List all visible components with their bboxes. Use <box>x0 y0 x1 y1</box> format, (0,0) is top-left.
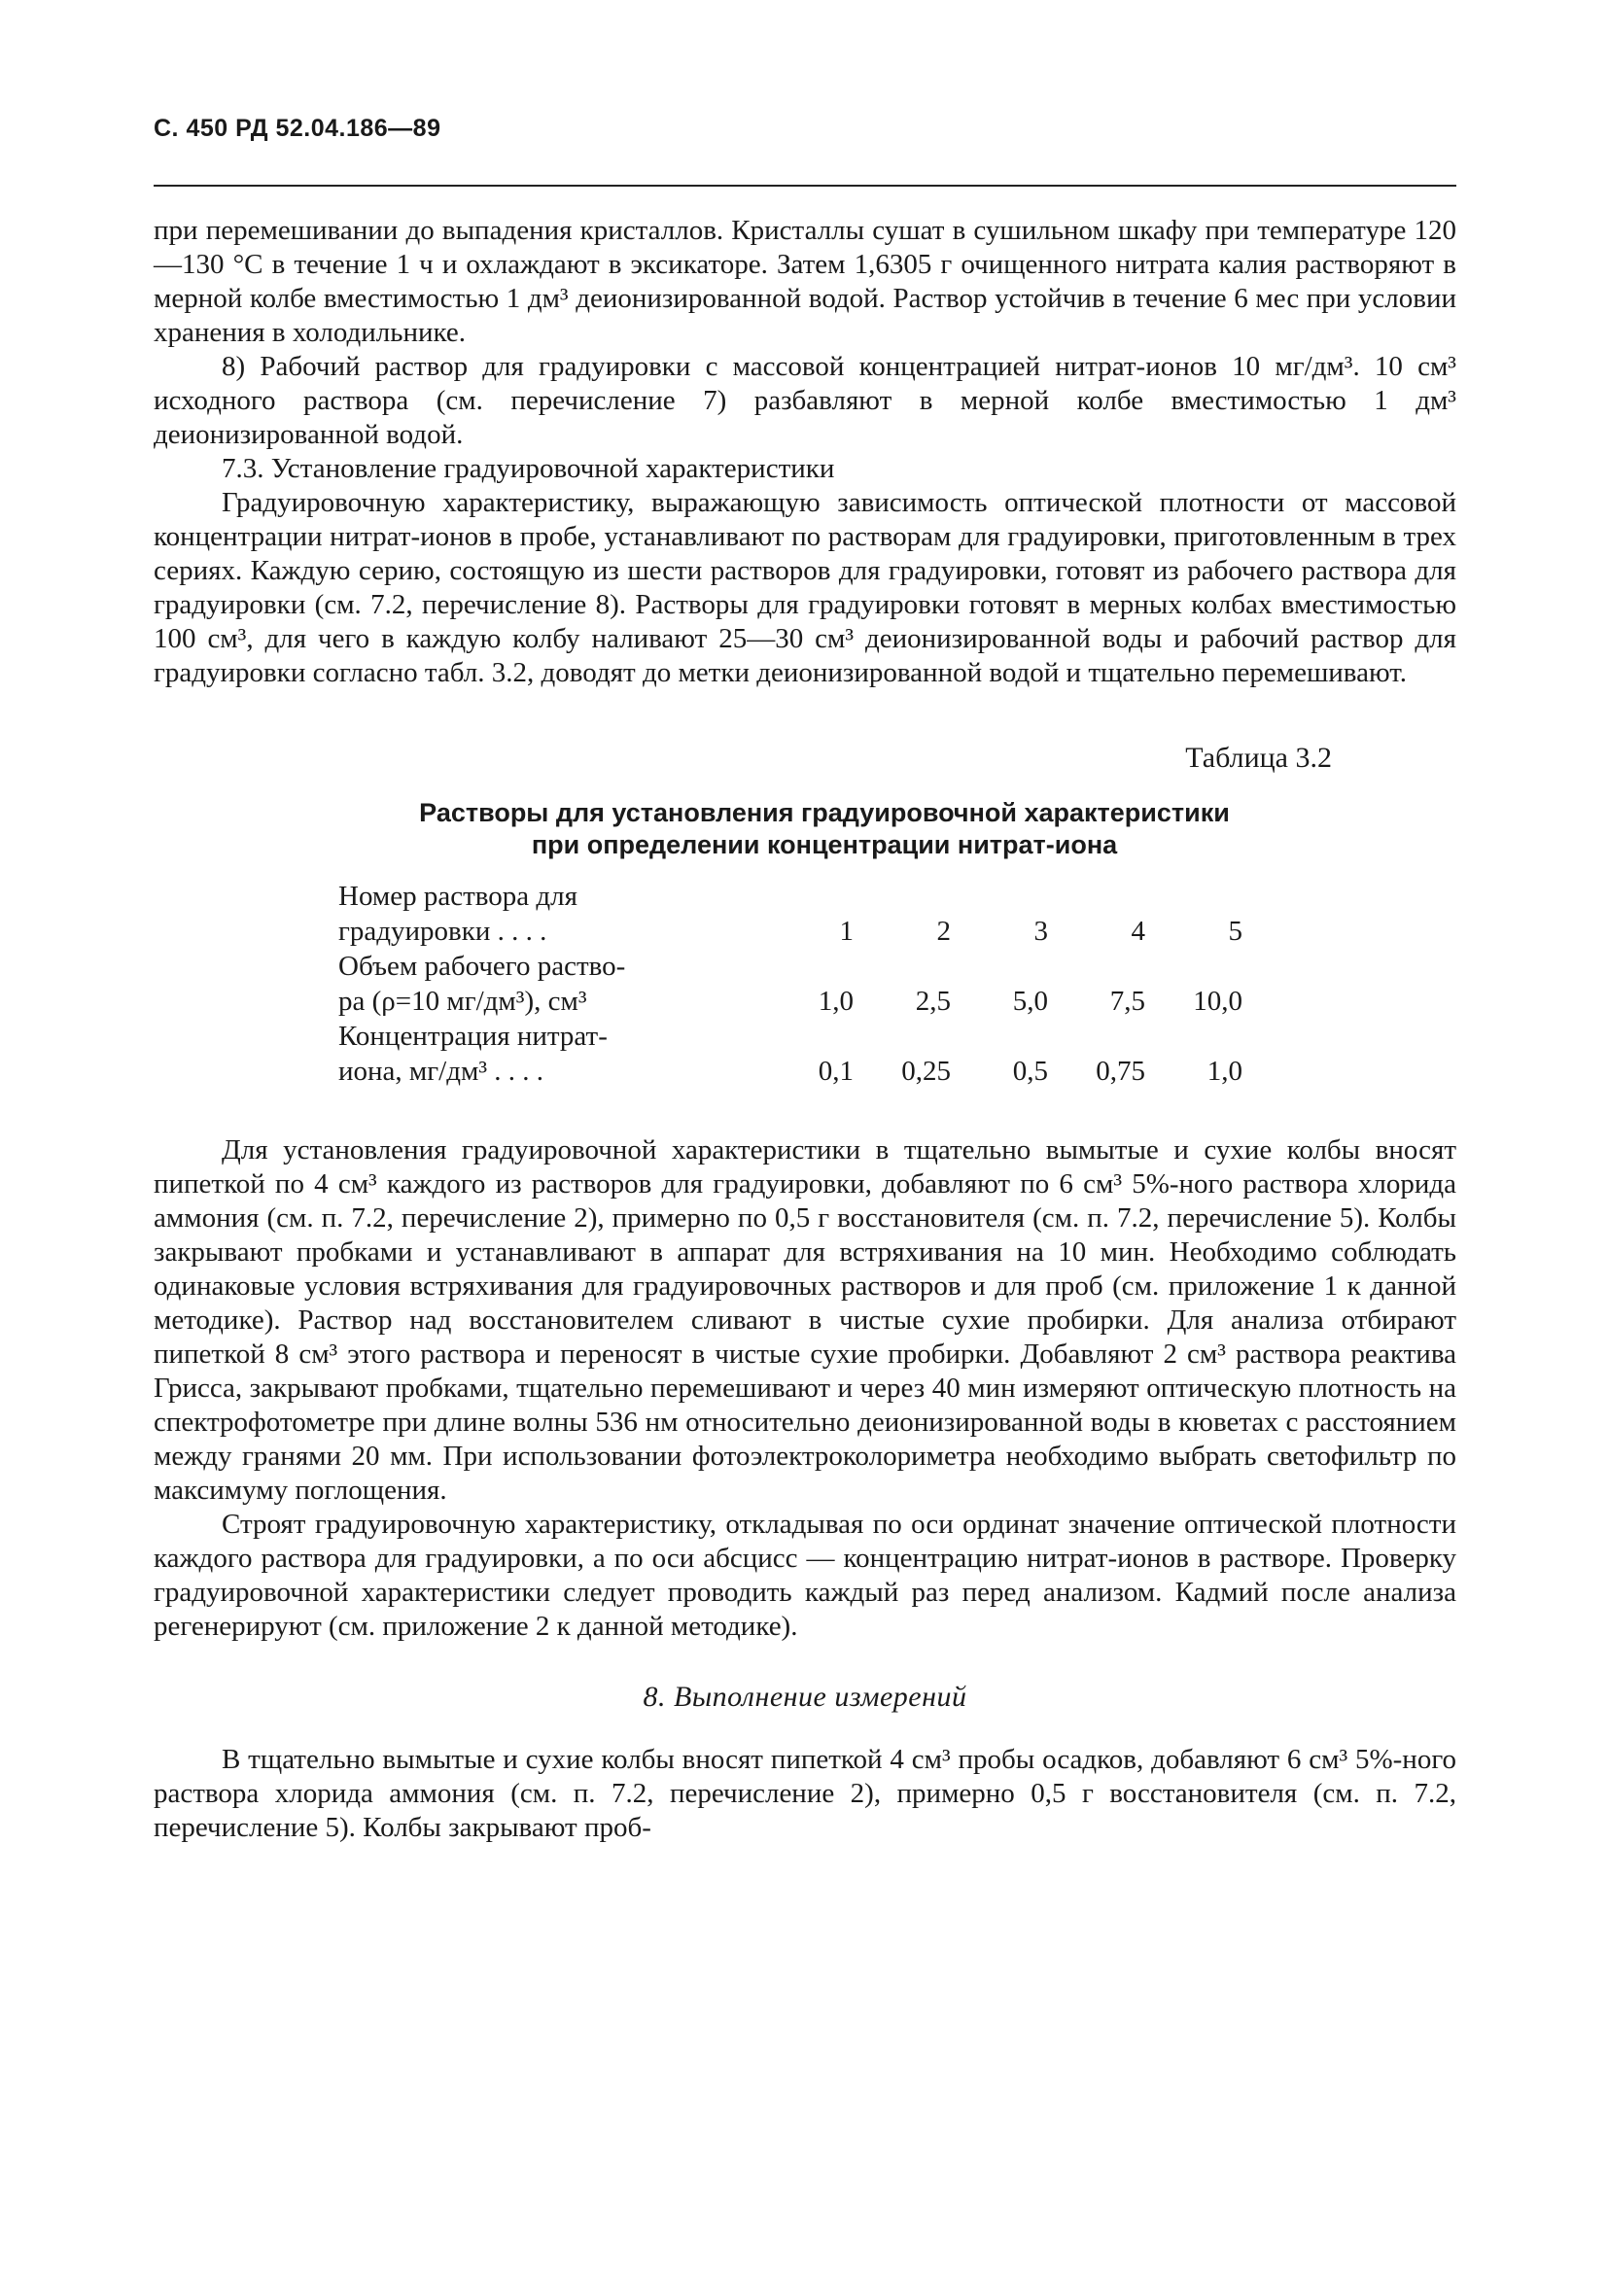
table-row-label-line1: Концентрация нитрат- <box>338 1021 608 1052</box>
page-header: С. 450 РД 52.04.186—89 <box>154 115 441 142</box>
table-cell: 1,0 <box>818 986 854 1017</box>
subsection-heading-7-3: 7.3. Установление градуировочной характеристики <box>222 453 835 484</box>
section-heading-8: 8. Выполнение измерений <box>643 1681 967 1713</box>
table-row <box>338 914 1242 949</box>
table-row-label-line2: градуировки . . . . <box>338 916 547 947</box>
table-cell: 0,75 <box>1096 1056 1145 1087</box>
table-cell: 4 <box>1131 916 1145 947</box>
table-cell: 0,5 <box>1012 1056 1048 1087</box>
table-cell: 3 <box>1033 916 1048 947</box>
table-row-label-line2: иона, мг/дм³ . . . . <box>338 1056 544 1087</box>
paragraph-graph: Строят градуировочную характеристику, откладывая по оси ординат значение оптической плотности каждого раствора для градуировки, а по оси абсцисс — концентрацию нитрат-ионов в растворе. Проверку градуировочной характеристики следует проводить каждый раз перед анализом. Кадмий после анализа регенерируют (см. приложение 2 к данной методике). <box>154 1509 1456 1642</box>
table-cell: 10,0 <box>1193 986 1242 1017</box>
table-caption: Таблица 3.2 <box>1185 742 1332 774</box>
table-row-label-line2: ра (ρ=10 мг/дм³), см³ <box>338 986 587 1017</box>
table-row <box>338 1054 1242 1089</box>
table-row-label-line1: Номер раствора для <box>338 881 577 912</box>
table-cell: 2,5 <box>915 986 951 1017</box>
table-row <box>338 984 1242 1019</box>
table-row-label <box>338 949 1242 984</box>
document-page <box>154 115 1456 1845</box>
table-cell: 2 <box>936 916 951 947</box>
calibration-table <box>338 879 1242 1089</box>
paragraph-item-8: 8) Рабочий раствор для градуировки с массовой концентрацией нитрат-ионов 10 мг/дм³. 10 см³ исходного раствора (см. перечисление 7) разбавляют в мерной колбе вместимостью 1 дм³ деионизированной водой. <box>154 351 1456 450</box>
table-cell: 0,25 <box>901 1056 951 1087</box>
paragraph-procedure: Для установления градуировочной характеристики в тщательно вымытые и сухие колбы вносят пипеткой по 4 см³ каждого из растворов для градуировки, добавляют по 6 см³ 5%-ного раствора хлорида аммония (см. п. 7.2, перечисление 2), примерно по 0,5 г восстановителя (см. п. 7.2, перечисление 5). Колбы закрывают пробками и устанавливают в аппарат для встряхивания на 10 мин. Необходимо соблюдать одинаковые условия встряхивания для градуировочных растворов и для проб (см. приложение 1 к данной методике). Раствор над восстановителем сливают в чистые сухие пробирки. Для анализа отбирают пипеткой 8 см³ этого раствора и переносят в чистые сухие пробирки. Добавляют 2 см³ раствора реактива Грисса, закрывают пробками, тщательно перемешивают и через 40 мин измеряют оптическую плотность на спектрофотометре при длине волны 536 нм относительно деионизированной воды в кюветах с расстоянием между гранями 20 мм. При использовании фотоэлектроколориметра необходимо выбрать светофильтр по максимуму поглощения. <box>154 1134 1456 1506</box>
table-cell: 5 <box>1228 916 1242 947</box>
table-row-label <box>338 879 1242 914</box>
header-rule <box>154 185 1456 187</box>
table-row-label-line1: Объем рабочего раство- <box>338 951 626 982</box>
table-cell: 1,0 <box>1206 1056 1242 1087</box>
table-cell: 7,5 <box>1109 986 1145 1017</box>
paragraph-crystals: при перемешивании до выпадения кристаллов. Кристаллы сушат в сушильном шкафу при температуре 120—130 °С в течение 1 ч и охлаждают в эксикаторе. Затем 1,6305 г очищенного нитрата калия растворяют в мерной колбе вместимостью 1 дм³ деионизированной водой. Раствор устойчив в течение 6 мес при условии хранения в холодильнике. <box>154 215 1456 348</box>
table-title: Растворы для установления градуировочной характеристики при определении концентрации нитрат-иона <box>419 798 1230 859</box>
paragraph-measurement: В тщательно вымытые и сухие колбы вносят пипеткой 4 см³ пробы осадков, добавляют 6 см³ 5%-ного раствора хлорида аммония (см. п. 7.2, перечисление 2), примерно 0,5 г восстановителя (см. п. 7.2, перечисление 5). Колбы закрывают проб- <box>154 1744 1456 1843</box>
table-cell: 1 <box>839 916 854 947</box>
table-cell: 5,0 <box>1012 986 1048 1017</box>
table-row-label <box>338 1019 1242 1054</box>
paragraph-calibration: Градуировочную характеристику, выражающую зависимость оптической плотности от массовой концентрации нитрат-ионов в пробе, устанавливают по растворам для градуировки, приготовленным в трех сериях. Каждую серию, состоящую из шести растворов для градуировки, готовят из рабочего раствора для градуировки (см. 7.2, перечисление 8). Растворы для градуировки готовят в мерных колбах вместимостью 100 см³, для чего в каждую колбу наливают 25—30 см³ деионизированной воды и рабочий раствор для градуировки согласно табл. 3.2, доводят до метки деионизированной водой и тщательно перемешивают. <box>154 487 1456 688</box>
table-cell: 0,1 <box>818 1056 854 1087</box>
